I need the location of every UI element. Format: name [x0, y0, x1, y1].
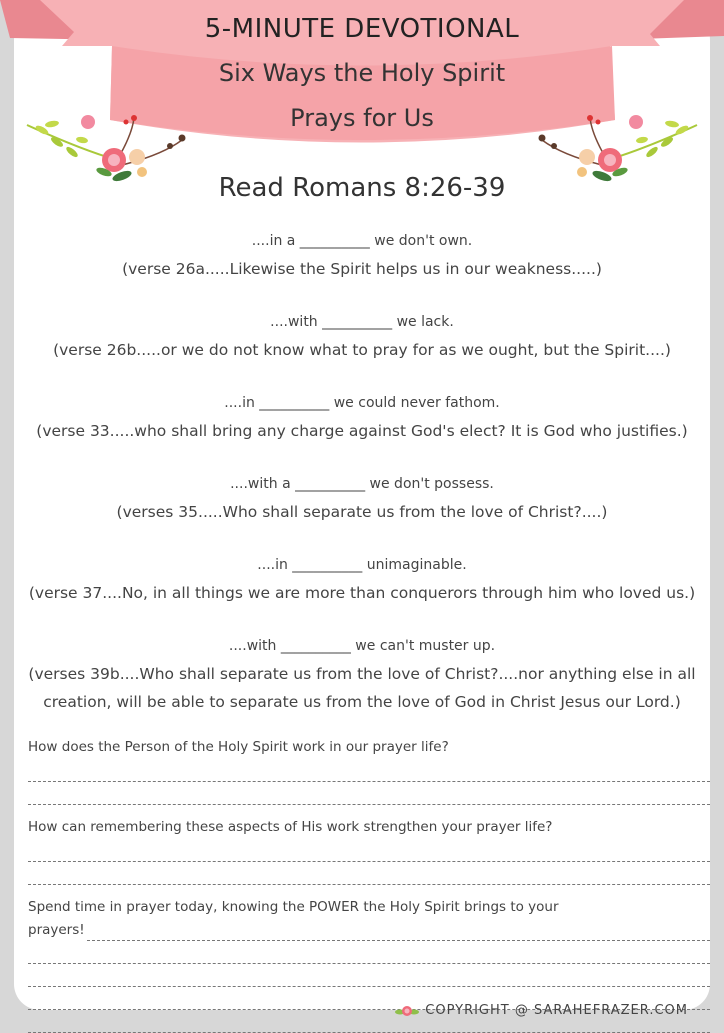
question-3-end: prayers!	[28, 922, 85, 938]
copyright-text: COPYRIGHT @ SARAHEFRAZER.COM	[425, 1003, 688, 1018]
question-1: How does the Person of the Holy Spirit work in our prayer life?	[28, 739, 449, 755]
fill-in-blank[interactable]: ....with a __________ we don't possess.	[230, 476, 494, 492]
fill-in-item	[14, 552, 710, 607]
answer-line[interactable]	[28, 759, 710, 782]
fill-in-blank[interactable]: ....with __________ we lack.	[270, 314, 454, 330]
fill-in-item	[14, 633, 710, 716]
verse-reference: (verse 37....No, in all things we are more than conquerors through him who loved us.)	[28, 584, 696, 602]
page-title: 5-MINUTE DEVOTIONAL	[204, 14, 520, 44]
reflection-questions	[28, 735, 710, 1033]
fill-in-blank[interactable]: ....in a __________ we don't own.	[251, 233, 473, 249]
fill-in-item	[14, 309, 710, 364]
answer-line[interactable]	[87, 922, 710, 941]
reading-heading: Read Romans 8:26-39	[218, 173, 506, 203]
verse-reference: (verse 26b.....or we do not know what to pray for as we ought, but the Spirit....)	[53, 341, 671, 359]
answer-line[interactable]	[28, 941, 710, 964]
question-3: Spend time in prayer today, knowing the POWER the Holy Spirit brings to your	[28, 899, 559, 915]
page-subtitle-line2: Prays for Us	[290, 104, 434, 132]
fill-in-item	[14, 471, 710, 526]
verse-reference: (verses 35.....Who shall separate us from the love of Christ?....)	[116, 503, 608, 521]
copyright-footer	[395, 1003, 688, 1018]
answer-line[interactable]	[28, 862, 710, 885]
question-3-continued	[28, 919, 710, 941]
answer-line[interactable]	[28, 839, 710, 862]
page-subtitle-line1: Six Ways the Holy Spirit	[218, 59, 506, 87]
answer-line[interactable]	[28, 964, 710, 987]
question-2: How can remembering these aspects of His work strengthen your prayer life?	[28, 819, 553, 835]
fill-in-blank[interactable]: ....in __________ unimaginable.	[257, 557, 467, 573]
fill-in-blank[interactable]: ....in __________ we could never fathom.	[224, 395, 500, 411]
answer-line[interactable]	[28, 782, 710, 805]
fill-in-list	[14, 228, 710, 742]
verse-reference: (verses 39b....Who shall separate us from the love of Christ?....nor anything else in all creation, will be able to separate us from the love of God in Christ Jesus our Lord.)	[28, 665, 696, 711]
fill-in-blank[interactable]: ....with __________ we can't muster up.	[228, 638, 496, 654]
verse-reference: (verse 26a.....Likewise the Spirit helps us in our weakness.....)	[122, 260, 602, 278]
flower-icon	[395, 1004, 419, 1018]
verse-reference: (verse 33.....who shall bring any charge against God's elect? It is God who justifies.)	[36, 422, 688, 440]
fill-in-item	[14, 228, 710, 283]
fill-in-item	[14, 390, 710, 445]
